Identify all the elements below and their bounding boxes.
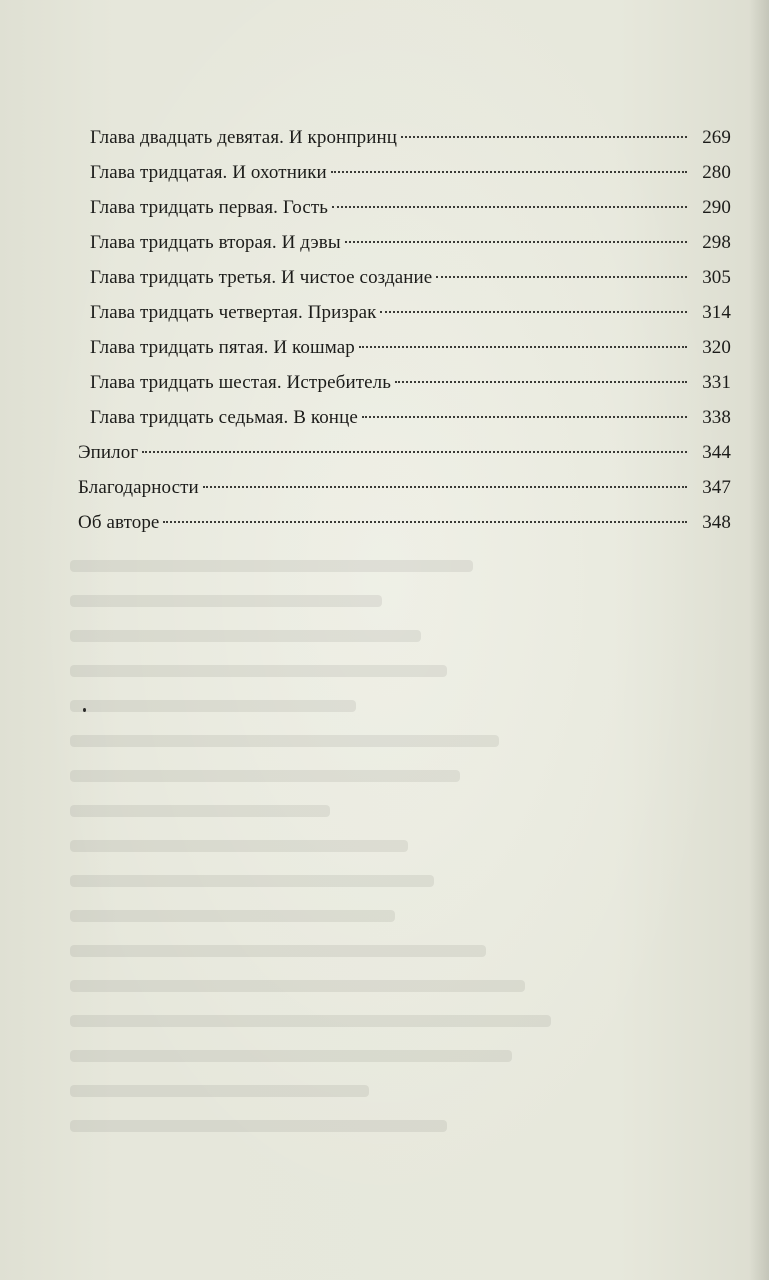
- toc-entry-page: 331: [702, 372, 731, 393]
- ghost-line: [70, 1120, 447, 1132]
- toc-entry-title: Об авторе: [78, 512, 160, 533]
- toc-entry: [78, 470, 731, 505]
- ghost-line: [70, 700, 356, 712]
- page-edge-shadow: [749, 0, 769, 1280]
- toc-entry: [78, 120, 731, 155]
- dot-leader: [362, 416, 687, 418]
- ghost-line: [70, 665, 447, 677]
- dot-leader: [359, 346, 687, 348]
- dot-leader: [345, 241, 687, 243]
- toc-entry: [78, 505, 731, 540]
- toc-entry-title: Глава двадцать девятая. И кронпринц: [90, 127, 397, 148]
- toc-entry-title: Глава тридцатая. И охотники: [90, 162, 327, 183]
- dot-leader: [436, 276, 687, 278]
- ghost-line: [70, 595, 382, 607]
- toc-entry-page: 347: [702, 477, 731, 498]
- toc-entry: [78, 435, 731, 470]
- ghost-line: [70, 770, 460, 782]
- ghost-line: [70, 980, 525, 992]
- toc-entry-page: 344: [702, 442, 731, 463]
- toc-entry-title: Глава тридцать вторая. И дэвы: [90, 232, 341, 253]
- toc-entry: [78, 225, 731, 260]
- table-of-contents: [78, 120, 731, 540]
- toc-entry-title: Глава тридцать седьмая. В конце: [90, 407, 358, 428]
- toc-entry-page: 305: [702, 267, 731, 288]
- dot-leader: [332, 206, 687, 208]
- toc-entry-page: 338: [702, 407, 731, 428]
- toc-entry-page: 298: [702, 232, 731, 253]
- dot-leader: [203, 486, 687, 488]
- toc-entry-title: Глава тридцать первая. Гость: [90, 197, 329, 218]
- toc-entry: [78, 190, 731, 225]
- ghost-line: [70, 910, 395, 922]
- dot-leader: [395, 381, 687, 383]
- toc-entry-title: Глава тридцать шестая. Истребитель: [90, 372, 391, 393]
- ghost-line: [70, 1015, 551, 1027]
- toc-entry-title: Глава тридцать четвертая. Призрак: [90, 302, 377, 323]
- ghost-line: [70, 1085, 369, 1097]
- ghost-line: [70, 875, 434, 887]
- toc-entry: [78, 400, 731, 435]
- ghost-line: [70, 630, 421, 642]
- toc-entry-page: 280: [702, 162, 731, 183]
- toc-entry: [78, 155, 731, 190]
- dot-leader: [380, 311, 687, 313]
- toc-entry: [78, 260, 731, 295]
- toc-entry-page: 320: [702, 337, 731, 358]
- ghost-line: [70, 735, 499, 747]
- toc-entry-page: 348: [702, 512, 731, 533]
- toc-entry-title: Глава тридцать третья. И чистое создание: [90, 267, 433, 288]
- toc-entry-title: Благодарности: [78, 477, 199, 498]
- toc-entry-page: 269: [702, 127, 731, 148]
- ghost-line: [70, 1050, 512, 1062]
- toc-entry: [78, 330, 731, 365]
- dot-leader: [331, 171, 687, 173]
- dot-leader: [163, 521, 687, 523]
- ink-speck: [83, 708, 86, 712]
- ghost-line: [70, 560, 473, 572]
- dot-leader: [401, 136, 687, 138]
- toc-entry: [78, 295, 731, 330]
- ghost-line: [70, 945, 486, 957]
- dot-leader: [142, 451, 687, 453]
- ghost-line: [70, 840, 408, 852]
- toc-entry-title: Глава тридцать пятая. И кошмар: [90, 337, 355, 358]
- toc-entry: [78, 365, 731, 400]
- toc-entry-page: 290: [702, 197, 731, 218]
- toc-entry-page: 314: [702, 302, 731, 323]
- show-through-text: [70, 560, 720, 1200]
- toc-entry-title: Эпилог: [78, 442, 139, 463]
- ghost-line: [70, 805, 330, 817]
